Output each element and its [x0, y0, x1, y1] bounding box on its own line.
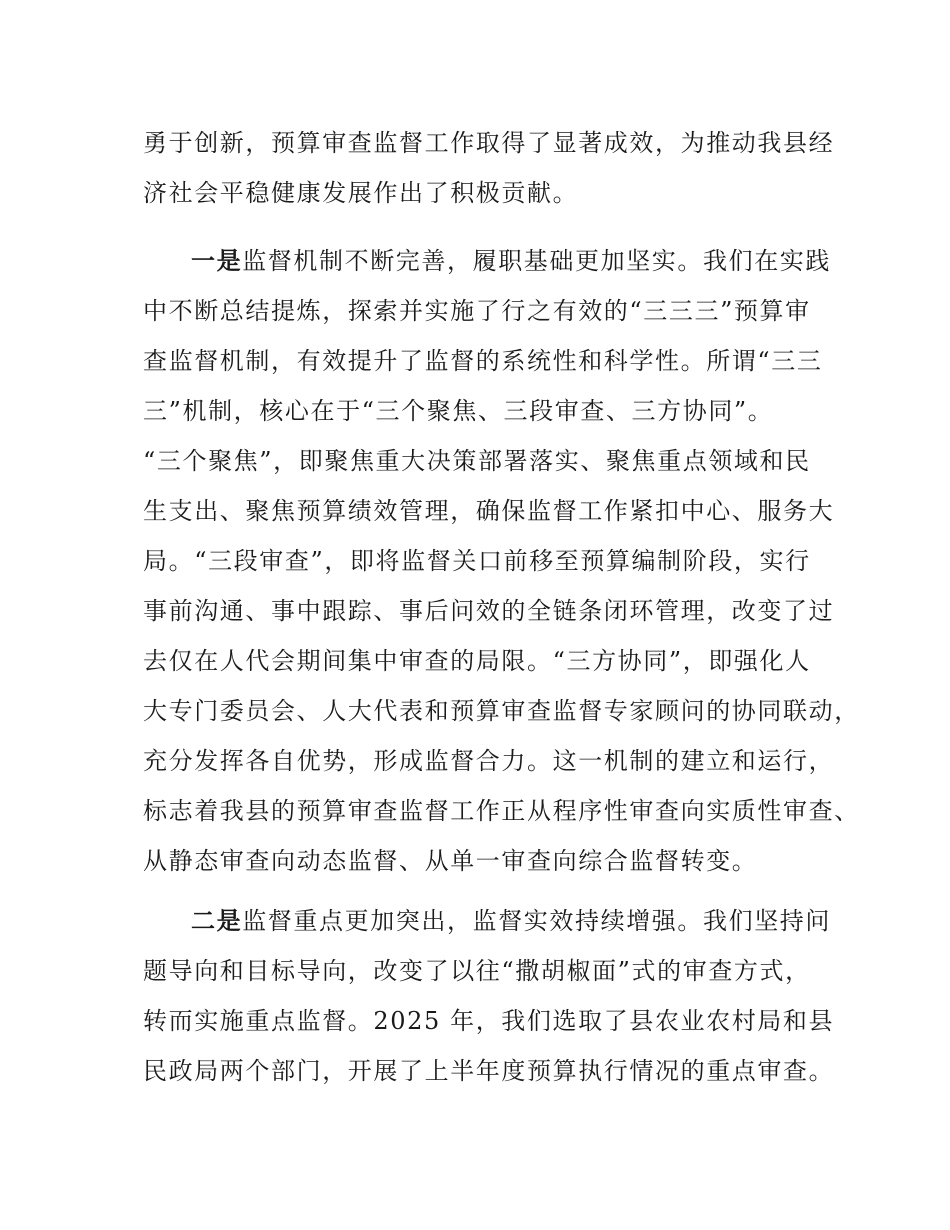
text-line: 中不断总结提炼，探索并实施了行之有效的“三三三”预算审: [143, 297, 811, 325]
text-line: 事前沟通、事中跟踪、事后问效的全链条闭环管理，改变了过: [143, 597, 835, 625]
text-line: 监督机制不断完善，履职基础更加坚实。我们在实践: [242, 247, 832, 275]
text-line: 勇于创新，预算审查监督工作取得了显著成效，为推动我县经: [143, 129, 835, 157]
paragraph-first-line: [191, 246, 831, 276]
text-line: 民政局两个部门，开展了上半年度预算执行情况的重点审查。: [143, 1057, 835, 1085]
text-line: 题导向和目标导向，改变了以往“撒胡椒面”式的审查方式，: [143, 957, 811, 985]
paragraph-lead: 二是: [191, 907, 243, 935]
text-line: 查监督机制，有效提升了监督的系统性和科学性。所谓“三三: [143, 347, 823, 375]
text-line: 标志着我县的预算审查监督工作正从程序性审查向实质性审查、: [143, 797, 860, 825]
text-line: 济社会平稳健康发展作出了积极贡献。: [143, 179, 579, 207]
text-line: 去仅在人代会期间集中审查的局限。“三方协同”，即强化人: [143, 647, 811, 675]
text-line: 充分发挥各自优势，形成监督合力。这一机制的建立和运行，: [143, 747, 835, 775]
text-line: 生支出、聚焦预算绩效管理，确保监督工作紧扣中心、服务大: [143, 497, 835, 525]
text-line: 三”机制，核心在于“三个聚焦、三段审查、三方协同”。: [143, 397, 774, 425]
text-line: 大专门委员会、人大代表和预算审查监督专家顾问的协同联动，: [143, 697, 860, 725]
paragraph-first-line: [191, 906, 831, 936]
text-line: “三个聚焦”，即聚焦重大决策部署落实、聚焦重点领域和民: [143, 447, 811, 475]
text-line: 从静态审查向动态监督、从单一审查向综合监督转变。: [143, 847, 758, 875]
text-line: 局。“三段审查”，即将监督关口前移至预算编制阶段，实行: [143, 547, 811, 575]
text-line: 转而实施重点监督。2025 年，我们选取了县农业农村局和县: [143, 1007, 835, 1035]
paragraph-lead: 一是: [191, 247, 243, 275]
text-line: 监督重点更加突出，监督实效持续增强。我们坚持问: [242, 907, 832, 935]
